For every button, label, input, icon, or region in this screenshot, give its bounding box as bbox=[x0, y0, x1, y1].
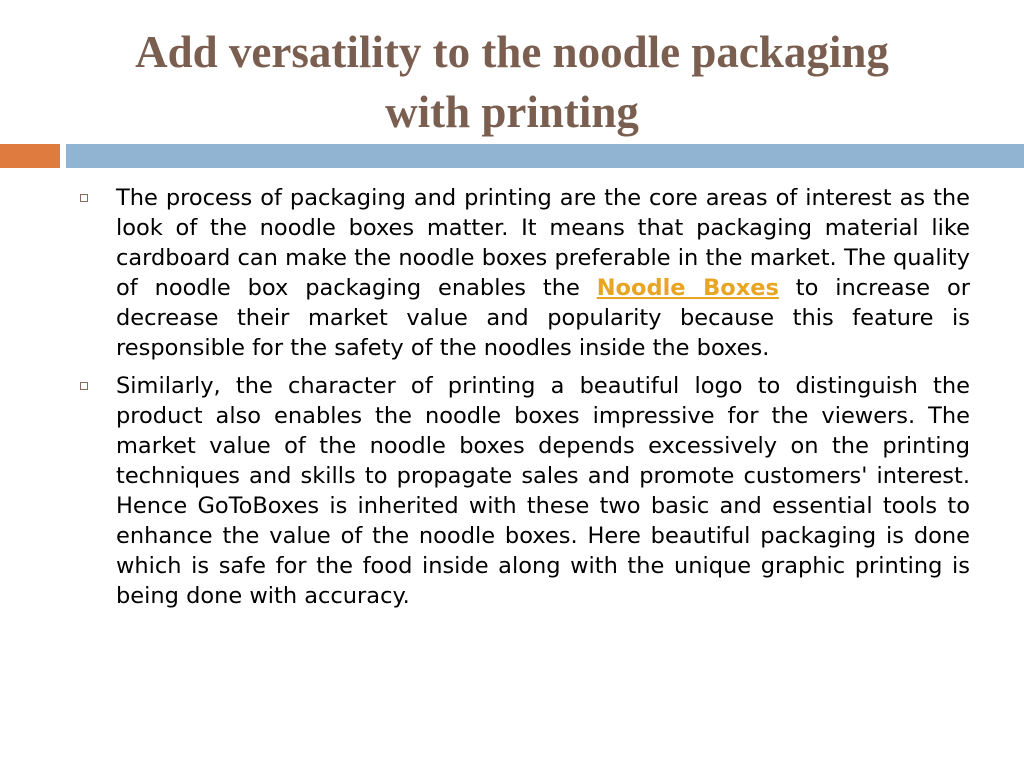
square-bullet-icon bbox=[80, 382, 88, 390]
slide-title-line-2: with printing bbox=[385, 87, 639, 137]
noodle-boxes-link[interactable]: Noodle Boxes bbox=[596, 275, 779, 301]
bullet-1-text-after-link: to increase or decrease their market value and popularity because this feature is responsible for the safety of the noodles inside the boxes. bbox=[116, 275, 970, 361]
bullet-text-2: Similarly, the character of printing a beautiful logo to distinguish the product also enables the noodle boxes impressive for the viewers. The market value of the noodle boxes depends excessively on the printing techniques and skills to propagate sales and promote customers' interest. Hence GoToBoxes is inherited with these two basic and essential tools to enhance the value of the noodle boxes. Here beautiful packaging is done which is safe for the food inside along with the unique graphic printing is being done with accuracy. bbox=[116, 373, 970, 609]
accent-bar bbox=[0, 144, 60, 168]
slide-title-line-1: Add versatility to the noodle packaging bbox=[135, 27, 889, 77]
bullet-text-1 bbox=[116, 183, 970, 363]
divider-bar bbox=[66, 144, 1024, 168]
square-bullet-icon bbox=[80, 194, 88, 202]
bullet-item-1 bbox=[80, 183, 970, 363]
slide-title bbox=[40, 22, 984, 142]
bullet-item-2 bbox=[80, 371, 970, 611]
bullet-list bbox=[80, 183, 970, 619]
bullet-1-text-before-link: The process of packaging and printing are the core areas of interest as the look of the noodle boxes matter. It means that packaging material like cardboard can make the noodle boxes preferable in the market. The quality of noodle box packaging enables the bbox=[116, 185, 970, 301]
